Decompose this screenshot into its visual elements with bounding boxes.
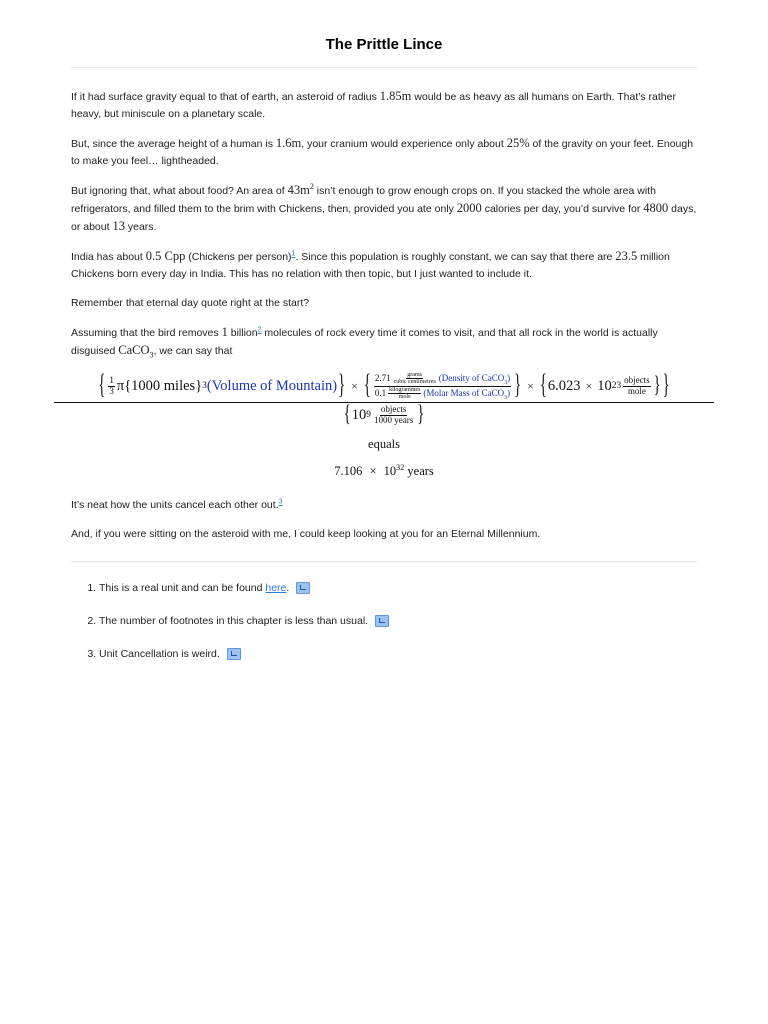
frac-den: mole (627, 385, 646, 396)
text: of the gravity on your feet. Enough to make you feel… lightheaded. (71, 138, 694, 167)
math-inline (288, 183, 314, 197)
frac-num: grams (407, 372, 422, 378)
frac-den: cubic centimetres (393, 379, 436, 386)
text: (Chickens per person) (185, 251, 292, 263)
math-inline: 1.85m (379, 89, 412, 103)
density-label-text: (Density of CaCO (438, 373, 505, 384)
frac-num (374, 372, 511, 387)
math-inline: 1 (221, 325, 228, 339)
text: billion (227, 327, 258, 339)
fraction-one-third (108, 376, 115, 396)
math-sup: 32 (396, 462, 405, 472)
text: molecules of rock every time it comes to visit, and that all rock in the world is actually disguised (71, 327, 658, 357)
text: It’s neat how the units cancel each other out. (71, 499, 279, 512)
math-miles: 1000 miles (131, 377, 196, 394)
paragraph-bird (71, 324, 697, 360)
frac-num: kilogrammes (389, 386, 421, 393)
footnote-2 (99, 613, 697, 630)
paragraph-millennium: And, if you were sitting on the asteroid with me, I could keep looking at you for an Eternal Millennium. (71, 528, 541, 541)
math-sub: 3 (504, 394, 508, 401)
math-inline: 4800 (643, 201, 669, 215)
footnote-text: The number of footnotes in this chapter is less than usual. (99, 615, 369, 628)
times-symbol: × (527, 378, 534, 393)
page-title: The Prittle Lince (325, 36, 443, 53)
avogadro-value: 6.023 (547, 377, 581, 394)
brace: { (343, 401, 351, 428)
text: would be as heavy as all humans on Earth. That’s rather heavy, but miniscule on a planetary scale. (71, 91, 676, 120)
result-unit: years (407, 464, 434, 479)
math-caco: CaCO (118, 343, 150, 357)
paragraph-height (71, 135, 697, 170)
return-arrow-icon[interactable] (227, 648, 241, 660)
brace: } (662, 369, 670, 402)
text: . Since this population is roughly constant, we can say that there are (295, 251, 616, 263)
density-value: 2.71 (374, 373, 391, 384)
paragraph-units (71, 497, 697, 514)
molar-value: 0.1 (374, 387, 387, 398)
brace: } (417, 401, 425, 428)
footnote-ref-1[interactable]: 1 (291, 250, 296, 258)
footnote-1 (99, 580, 697, 597)
math-ten: 10 (597, 377, 612, 394)
math-sup: 2 (309, 181, 314, 191)
fraction-grams-cc (393, 372, 437, 386)
molar-label-text: (Molar Mass of CaCO (423, 387, 505, 398)
text: days, or about (71, 203, 697, 233)
frac-den: 3 (109, 385, 114, 396)
brace: { (363, 369, 371, 402)
density-label-close: ) (507, 373, 511, 384)
text: , we can say that (153, 345, 233, 357)
fraction-kg-mole (388, 387, 421, 401)
text: isn’t enough to grow enough crops on. If you stacked the whole area with refrigerators, and filled them to the brim with Chickens, then, provided you ate only (71, 185, 656, 215)
paragraph-food (71, 182, 697, 236)
text: million Chickens born every day in India. This has no relation with then topic, but I just wanted to include it. (71, 251, 670, 280)
equation-result (71, 464, 697, 479)
density-label (438, 373, 511, 386)
fraction-density-molar (374, 372, 511, 400)
equation-denominator: { 10 9 $\frac{\text{objects}}{\text{1000 years}}$ } (343, 401, 425, 428)
footnote-ref-3[interactable]: 3 (278, 498, 283, 506)
result-value: 7.106 (334, 464, 363, 479)
return-arrow-icon[interactable] (375, 615, 389, 627)
brace: { (124, 377, 132, 394)
math-ten: 10 (351, 406, 367, 423)
pi-symbol: π (116, 377, 125, 394)
paragraph-asteroid (71, 88, 697, 123)
text: years. (124, 221, 157, 233)
equation (71, 369, 697, 479)
equation-numerator: { $\frac{1}{3}$ π { 1000 miles } 3 (Volume of Mountain) } × { 2.71 $\frac{\text{grams}}{\text{cubic centimetres}}$ (Density of CaCO$_3$) 0.1 $\frac{\text{kilogrammes}}{\text{mole}}$ (Molar Mass of CaCO$_3$) } × { 6.023 × 10 23 $\frac{\text{objects}}{\text{mole}}$ } } (98, 369, 670, 402)
brace: } (653, 372, 661, 399)
brace: } (195, 377, 203, 394)
molar-label (423, 387, 511, 401)
math-inline: 23.5 (615, 249, 638, 263)
footnote-ref-2[interactable]: 2 (257, 326, 262, 334)
frac-num: 1 (109, 375, 114, 386)
footnote-link-here[interactable]: here (265, 582, 287, 595)
molar-label-close: ) (507, 387, 511, 398)
brace: { (539, 369, 547, 402)
paragraph-quote: Remember that eternal day quote right at the start? (71, 297, 310, 309)
math-inline: 0.5 Cpp (145, 249, 186, 263)
text: India has about (71, 251, 146, 263)
footnote-3 (99, 646, 697, 663)
text: If it had surface gravity equal to that of earth, an asteroid of radius (71, 91, 380, 103)
equals-word: equals (368, 437, 400, 452)
brace: } (338, 369, 346, 402)
frac-num: objects (624, 375, 650, 386)
times-symbol: × (351, 378, 358, 393)
text: Assuming that the bird removes (71, 327, 222, 339)
frac-num: objects (380, 404, 407, 415)
math-inline: 1.6m (275, 136, 302, 150)
fraction-objects-years (373, 405, 414, 425)
brace: { (98, 369, 106, 402)
math-inline: 25% (506, 136, 530, 150)
footnote-text: Unit Cancellation is weird. (99, 648, 220, 661)
math-sub: 3 (149, 350, 154, 360)
fraction-objects-mole (623, 376, 651, 396)
paragraph-india (71, 248, 697, 283)
footnote-text: This is a real unit and can be found (99, 582, 266, 595)
text: But ignoring that, what about food? An area of (71, 185, 288, 197)
math-ten: 10 (383, 464, 397, 479)
text: But, since the average height of a human is (71, 138, 276, 150)
main-fraction-bar (54, 402, 714, 403)
page (71, 0, 697, 663)
math-inline (118, 343, 154, 360)
math-area: 43m (287, 183, 310, 197)
times-symbol: × (369, 464, 377, 479)
title-divider (71, 67, 697, 68)
return-arrow-icon[interactable] (296, 582, 310, 594)
text: , your cranium would experience only about (301, 138, 507, 150)
footnotes-divider (71, 561, 697, 562)
frac-den: 1000 years (373, 414, 414, 425)
frac-den (374, 387, 511, 401)
footnotes-list (71, 580, 697, 663)
math-inline: 13 (112, 219, 125, 233)
volume-label: (Volume of Mountain) (206, 377, 338, 394)
text: calories per day, you’d survive for (481, 203, 644, 215)
footnote-text: . (286, 582, 290, 595)
math-inline: 2000 (456, 201, 482, 215)
frac-den: mole (398, 393, 411, 400)
math-sub: 3 (504, 379, 508, 386)
times-symbol: × (585, 378, 593, 393)
brace: } (514, 369, 522, 402)
